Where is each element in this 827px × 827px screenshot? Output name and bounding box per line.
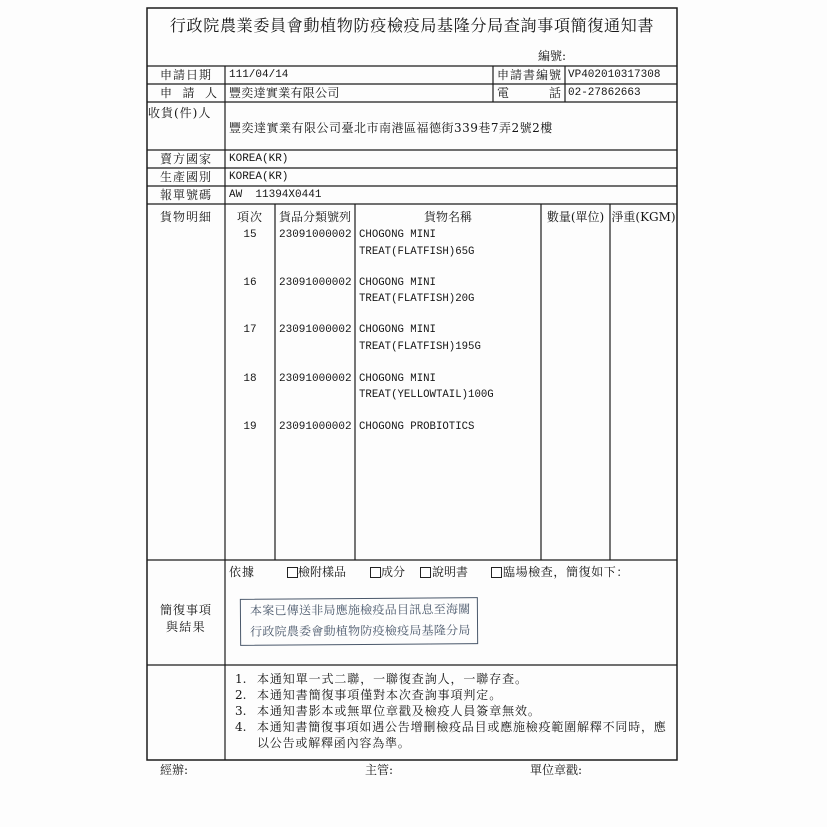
note-text-continued: 以公告或解釋函內容為準。	[257, 736, 411, 750]
supervisor-label: 主管:	[365, 763, 394, 777]
checkbox-ingredients	[370, 567, 381, 578]
phone-value: 02-27862663	[568, 87, 641, 99]
item-name-line: CHOGONG MINI	[359, 373, 436, 385]
application-no-label: 申請書編號	[497, 68, 563, 82]
item-no: 15	[243, 229, 257, 241]
handler-label: 經辦:	[160, 763, 189, 777]
official-stamp	[240, 597, 478, 646]
consignee-value: 豐奕達實業有限公司臺北市南港區福德街339巷7弄2號2樓	[229, 121, 553, 135]
item-no: 19	[243, 421, 257, 433]
item-no: 17	[243, 324, 257, 336]
item-name-line: CHOGONG PROBIOTICS	[359, 421, 475, 433]
checkbox-sample	[287, 567, 298, 578]
unit-seal-label: 單位章戳:	[530, 763, 583, 777]
item-hs-code: 23091000002	[279, 324, 352, 336]
checkbox-manual	[420, 567, 431, 578]
note-text: 本通知書影本或無單位章戳及檢疫人員簽章無效。	[257, 704, 541, 718]
option-label-ingredients: 成分	[381, 565, 406, 579]
basis-label: 依據	[229, 565, 256, 579]
item-hs-code: 23091000002	[279, 421, 352, 433]
note-text: 本通知單一式二聯，一聯復查詢人，一聯存查。	[257, 672, 528, 686]
declaration-no-value: AW 11394X0441	[229, 189, 322, 201]
column-header-goods-name: 貨物名稱	[423, 210, 472, 224]
item-hs-code: 23091000002	[279, 373, 352, 385]
column-header-item-no: 項次	[236, 210, 263, 224]
seller-country-label: 賣方國家	[160, 152, 213, 166]
item-no: 18	[243, 373, 257, 385]
apply-date-value: 111/04/14	[229, 69, 289, 81]
origin-country-value: KOREA(KR)	[229, 171, 289, 183]
item-name-line: CHOGONG MINI	[359, 229, 436, 241]
reply-label-line1: 簡復事項	[160, 603, 213, 617]
column-header-quantity: 數量(單位)	[546, 210, 605, 224]
column-header-hs-code: 貨品分類號列	[278, 210, 351, 224]
option-label-sample: 檢附樣品	[298, 565, 347, 579]
application-no-value: VP402010317308	[568, 69, 661, 81]
item-hs-code: 23091000002	[279, 229, 352, 241]
item-name-line: TREAT(YELLOWTAIL)100G	[359, 389, 494, 401]
applicant-label: 申 請 人	[160, 86, 217, 100]
item-hs-code: 23091000002	[279, 277, 352, 289]
phone-label: 電 話	[497, 86, 561, 100]
goods-details-label: 貨物明細	[160, 210, 213, 224]
checkbox-onsite-inspection	[491, 567, 502, 578]
option-label-onsite-inspection: 臨場檢查，簡復如下：	[503, 565, 630, 579]
origin-country-label: 生產國別	[160, 170, 213, 184]
note-text: 本通知書簡復事項如遇公告增刪檢疫品目或應施檢疫範圍解釋不同時，應	[257, 720, 667, 734]
column-header-net-weight: 淨重(KGM)	[611, 210, 676, 224]
seller-country-value: KOREA(KR)	[229, 153, 289, 165]
note-number: 4.	[235, 720, 247, 734]
note-text: 本通知書簡復事項僅對本次查詢事項判定。	[257, 688, 503, 702]
item-name-line: CHOGONG MINI	[359, 277, 436, 289]
option-label-manual: 說明書	[432, 565, 469, 579]
item-name-line: TREAT(FLATFISH)20G	[359, 293, 475, 305]
note-number: 1.	[235, 672, 247, 686]
declaration-no-label: 報單號碼	[160, 188, 213, 202]
document-title: 行政院農業委員會動植物防疫檢疫局基隆分局查詢事項簡復通知書	[169, 16, 655, 35]
stamp-line1: 本案已傳送非局應施檢疫品目訊息至海關	[249, 602, 471, 618]
apply-date-label: 申請日期	[160, 68, 213, 82]
item-name-line: CHOGONG MINI	[359, 324, 436, 336]
item-no: 16	[243, 277, 257, 289]
note-number: 2.	[235, 688, 247, 702]
consignee-label: 收貨(件)人	[148, 106, 212, 120]
applicant-value: 豐奕達實業有限公司	[229, 86, 340, 100]
item-name-line: TREAT(FLATFISH)65G	[359, 246, 475, 258]
stamp-line2: 行政院農委會動植物防疫檢疫局基隆分局	[250, 623, 471, 639]
note-number: 3.	[235, 704, 247, 718]
reply-label-line2: 與結果	[166, 620, 206, 634]
item-name-line: TREAT(FLATFISH)195G	[359, 341, 481, 353]
serial-number-label: 編號:	[538, 49, 567, 63]
